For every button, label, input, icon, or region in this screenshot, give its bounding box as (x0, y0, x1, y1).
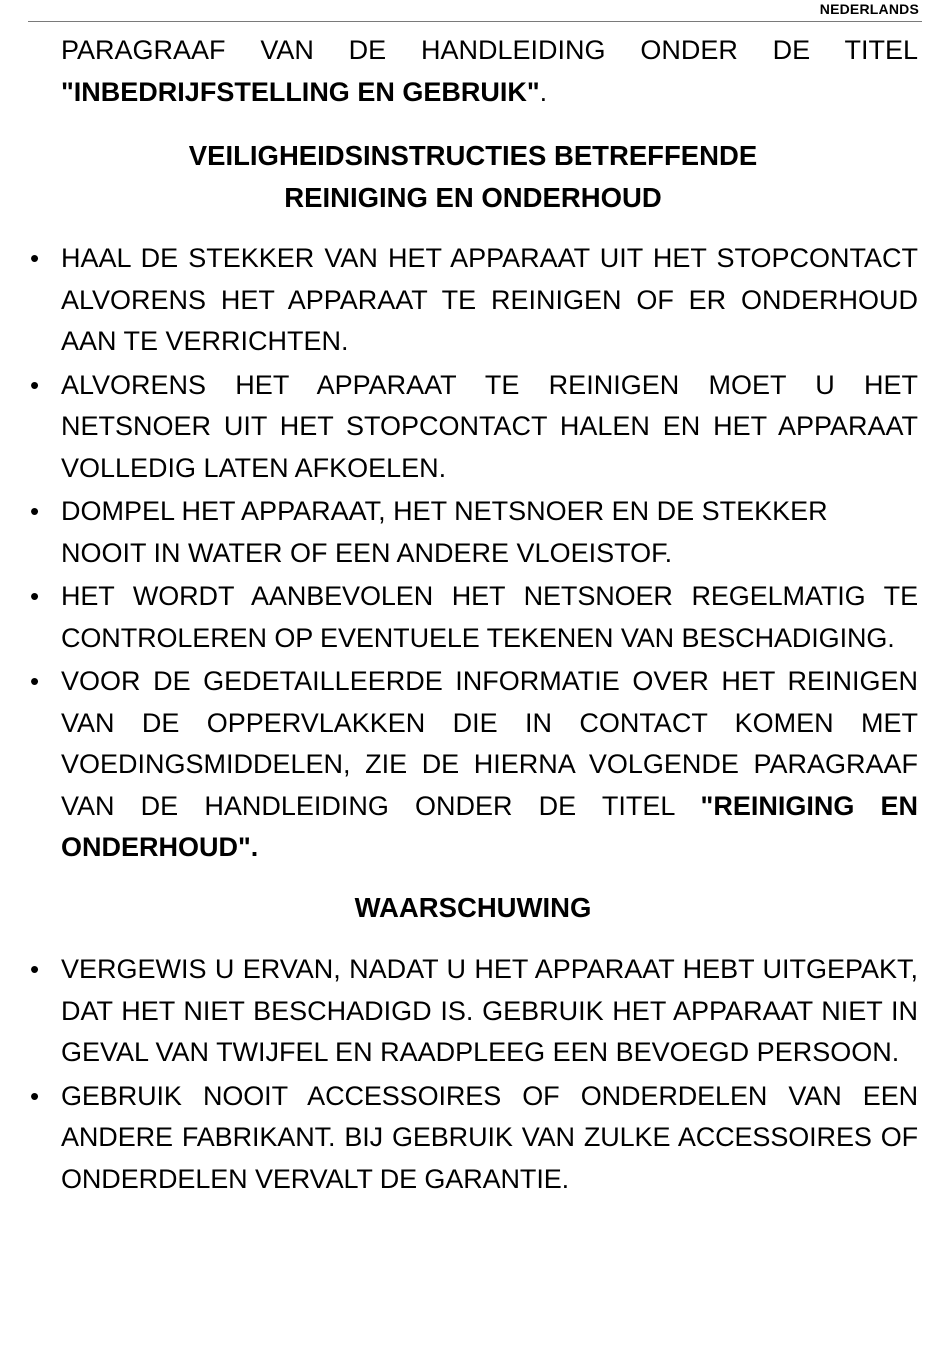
bullet-icon: • (30, 581, 40, 611)
intro-paragraph (28, 30, 918, 113)
list-item (28, 949, 918, 1074)
bullet-icon: • (30, 243, 40, 273)
last-item-text: VOOR DE GEDETAILLEERDE INFORMATIE OVER HET REINIGEN VAN DE OPPERVLAKKEN DIE IN CONTACT KOMEN MET VOEDINGSMIDDELEN, ZIE DE HIERNA VOLGENDE PARAGRAAF VAN DE HANDLEIDING ONDER DE TITEL (61, 666, 918, 821)
header-divider (28, 21, 922, 22)
intro-text: PARAGRAAF VAN DE HANDLEIDING ONDER DE TITEL (61, 35, 918, 65)
bullet-icon: • (30, 954, 40, 984)
list-item (28, 365, 918, 490)
intro-end: . (539, 76, 548, 107)
list-item (28, 238, 918, 363)
bullet-icon: • (30, 666, 40, 696)
list-item-text: DOMPEL HET APPARAAT, HET NETSNOER EN DE STEKKER NOOIT IN WATER OF EEN ANDERE VLOEISTOF. (61, 496, 828, 568)
list-item-text: HAAL DE STEKKER VAN HET APPARAAT UIT HET STOPCONTACT ALVORENS HET APPARAAT TE REINIGEN OF ER ONDERHOUD AAN TE VERRICHTEN. (61, 243, 918, 356)
list-item-text: GEBRUIK NOOIT ACCESSOIRES OF ONDERDELEN VAN EEN ANDERE FABRIKANT. BIJ GEBRUIK VAN ZULKE ACCESSOIRES OF ONDERDELEN VERVALT DE GARANTIE. (61, 1080, 918, 1194)
list-item (28, 661, 918, 869)
list-item-text: VERGEWIS U ERVAN, NADAT U HET APPARAAT HEBT UITGEPAKT, DAT HET NIET BESCHADIGD IS. GEBRUIK HET APPARAAT NIET IN GEVAL VAN TWIJFEL EN RAADPLEEG EEN BEVOEGD PERSOON. (61, 954, 918, 1067)
bullet-icon: • (30, 369, 40, 400)
last-item-bold-title: "REINIGING EN ONDERHOUD". (61, 790, 918, 862)
warning-section-title: WAARSCHUWING (354, 891, 592, 923)
intro-bold-title: "INBEDRIJFSTELLING EN GEBRUIK" (61, 76, 540, 107)
safety-section-title (28, 135, 918, 218)
list-item (28, 1076, 918, 1201)
list-item-text (61, 661, 918, 869)
safety-title-line2: REINIGING EN ONDERHOUD (284, 181, 662, 213)
warning-list (28, 949, 918, 1200)
list-item-text: ALVORENS HET APPARAAT TE REINIGEN MOET U HET NETSNOER UIT HET STOPCONTACT HALEN EN HET APPARAAT VOLLEDIG LATEN AFKOELEN. (61, 369, 918, 483)
bullet-icon: • (30, 1080, 40, 1111)
bullet-icon: • (30, 496, 40, 526)
document-body (28, 30, 918, 1202)
list-item (28, 491, 918, 574)
safety-title-line1: VEILIGHEIDSINSTRUCTIES BETREFFENDE (188, 140, 758, 171)
header-language-label: NEDERLANDS (819, 1, 919, 17)
safety-instructions-list (28, 238, 918, 869)
list-item-text: HET WORDT AANBEVOLEN HET NETSNOER REGELMATIG TE CONTROLEREN OP EVENTUELE TEKENEN VAN BESCHADIGING. (61, 581, 918, 653)
list-item (28, 576, 918, 659)
